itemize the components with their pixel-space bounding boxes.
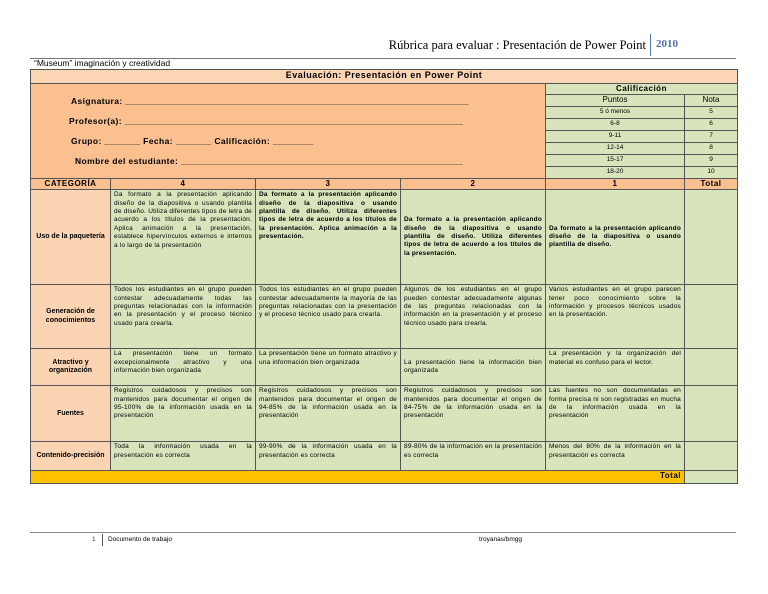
puntos-cell: 6-8	[546, 118, 685, 130]
category-label: Uso de la paquetería	[31, 190, 111, 285]
calificacion-header: Calificación	[546, 84, 738, 95]
score-input[interactable]	[685, 285, 738, 349]
nota-cell: 7	[685, 130, 738, 142]
level-2-header: 2	[401, 178, 546, 189]
puntos-cell: 9-11	[546, 130, 685, 142]
level-2-descriptor: Algunos de los estudiantes en el grupo pueden contestar adecuadamente algunas de las preguntas relacionadas con la información en la presentación y el proceso técnico usado para crearla.	[401, 285, 546, 349]
level-3-descriptor: Registros cuidadosos y precisos son mantenidos para documentar el origen de 94-85% de la información usada en la presentación	[256, 386, 401, 442]
page-header	[0, 28, 768, 60]
level-1-descriptor: La presentación y la organización del material es confuso para el lector.	[546, 349, 685, 386]
level-3-header: 3	[256, 178, 401, 189]
table-row	[31, 285, 738, 349]
header-divider	[650, 34, 651, 56]
level-3-descriptor: 99-90% de la información usada en la presentación es correcta	[256, 442, 401, 471]
puntos-header: Puntos	[546, 95, 685, 106]
table-row	[31, 190, 738, 285]
level-3-descriptor: Todos los estudiantes en el grupo pueden contestar adecuadamente la mayoría de las preguntas relacionadas con la presentación y el proceso técnico usado para crearla.	[256, 285, 401, 349]
field-grupo-fecha-calificacion[interactable]: Grupo: _______ Fecha: _______ Calificación: ________	[71, 135, 314, 146]
score-input[interactable]	[685, 442, 738, 471]
header-year: 2010	[656, 38, 678, 50]
student-info-block	[31, 84, 546, 179]
level-4-descriptor: Toda la información usada en la presentación es correcta	[111, 442, 256, 471]
category-label: Contenido-precisión	[31, 442, 111, 471]
total-label: Total	[31, 471, 685, 484]
level-2-descriptor: Registros cuidadosos y precisos son mantenidos para documentar el origen de 84-75% de la información usada en la presentación	[401, 386, 546, 442]
footer-author: troyanas/bmgg	[479, 536, 522, 543]
museum-subtitle: “Museum” imaginación y creatividad	[34, 58, 171, 68]
nota-header: Nota	[685, 95, 738, 106]
score-input[interactable]	[685, 386, 738, 442]
nota-cell: 8	[685, 142, 738, 154]
nota-cell: 6	[685, 118, 738, 130]
footer-document-label: Documento de trabajo	[108, 536, 172, 543]
level-4-descriptor: Da formato a la presentación aplicando diseño de la diapositiva o usando plantilla de diseño. Utiliza diferentes tipos de letra de acuerdo a los títulos de la presentación. Aplica animación a la presentación, establece hipervínculos externos e internos a lo largo de la presentación	[111, 190, 256, 285]
total-row	[31, 471, 738, 484]
footer-rule	[30, 532, 736, 533]
score-input[interactable]	[685, 190, 738, 285]
field-nombre-estudiante[interactable]: Nombre del estudiante: _______________________________________________________	[75, 155, 464, 166]
page-number: 1	[92, 536, 96, 543]
category-label: Fuentes	[31, 386, 111, 442]
field-profesor[interactable]: Profesor(a): __________________________________________________________________	[69, 115, 464, 126]
rubric-table	[30, 69, 738, 484]
category-label: Generación de conocimientos	[31, 285, 111, 349]
puntos-cell: 5 ó menos	[546, 106, 685, 118]
evaluation-title: Evaluación: Presentación en Power Point	[31, 70, 738, 84]
category-label: Atractivo y organización	[31, 349, 111, 386]
level-4-descriptor: Registros cuidadosos y precisos son mantenidos para documentar el origen de 95-100% de la información usada en la presentación	[111, 386, 256, 442]
nota-cell: 5	[685, 106, 738, 118]
level-2-descriptor: Da formato a la presentación aplicando diseño de la diapositiva o usando plantilla de diseño. Utiliza diferentes tipos de letra de acuerdo a los títulos de la presentación.	[401, 190, 546, 285]
level-1-descriptor: Menos del 80% de la información en la presentación es correcta	[546, 442, 685, 471]
level-4-header: 4	[111, 178, 256, 189]
table-row	[31, 442, 738, 471]
level-1-descriptor: Varios estudiantes en el grupo parecen tener poco conocimiento sobre la información y procesos técnicos usados en la presentación.	[546, 285, 685, 349]
puntos-cell: 15-17	[546, 154, 685, 166]
field-asignatura[interactable]: Asignatura: ___________________________________________________________________	[71, 95, 469, 106]
puntos-cell: 18-20	[546, 166, 685, 178]
level-2-descriptor: 89-80% de la información en la presentación es correcta	[401, 442, 546, 471]
level-1-descriptor: Da formato a la presentación aplicando diseño de la diapositiva o usando plantilla de diseño.	[546, 190, 685, 285]
nota-cell: 9	[685, 154, 738, 166]
level-1-header: 1	[546, 178, 685, 189]
level-2-descriptor: La presentación tiene la información bien organizada	[401, 349, 546, 386]
level-3-descriptor: Da formato a la presentación aplicando diseño de la diapositiva o usando plantilla de diseño. Utiliza diferentes tipos de letra de acuerdo a los títulos de la presentación. Aplica animación a la presentación.	[256, 190, 401, 285]
level-1-descriptor: Las fuentes no son documentadas en forma precisa ni son registradas en mucha de la información usada en la presentación	[546, 386, 685, 442]
score-input[interactable]	[685, 349, 738, 386]
level-4-descriptor: Todos los estudiantes en el grupo pueden contestar adecuadamente todas las preguntas relacionadas con la información en la presentación y el proceso técnico usado para crearla.	[111, 285, 256, 349]
level-3-descriptor: La presentación tiene un formato atractivo y una información bien organizada	[256, 349, 401, 386]
table-row	[31, 349, 738, 386]
categoria-header: CATEGORÍA	[31, 178, 111, 189]
puntos-cell: 12-14	[546, 142, 685, 154]
level-4-descriptor: La presentación tiene un formato excepcionalmente atractivo y una información bien organizada	[111, 349, 256, 386]
total-header: Total	[685, 178, 738, 189]
table-row	[31, 386, 738, 442]
footer-divider	[102, 534, 103, 546]
document-title: Rúbrica para evaluar : Presentación de Power Point	[388, 38, 646, 52]
total-score-input[interactable]	[685, 471, 738, 484]
nota-cell: 10	[685, 166, 738, 178]
